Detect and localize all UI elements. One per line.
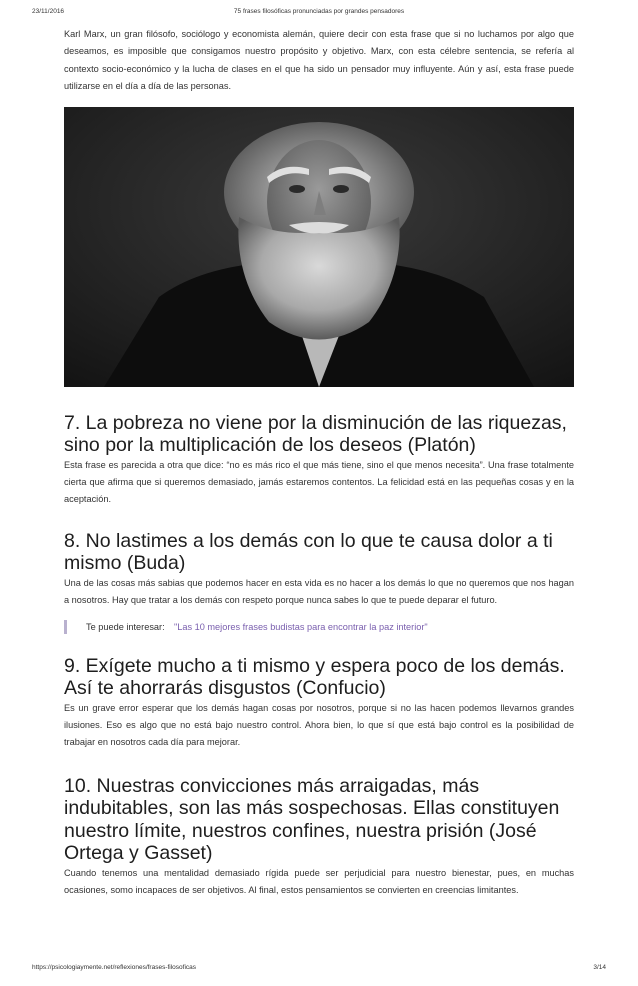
intro-paragraph: Karl Marx, un gran filósofo, sociólogo y economista alemán, quiere decir con esta frase que si no luchamos por algo que deseamos, es imposible que consigamos nuestro propósito y objetivo. Marx, con esta célebre sentencia, se refería al contexto socio-económico y la lucha de clases en el que ha sido un pensador muy influyente. Aún y así, esta frase puede utilizarse en el día a día de las personas. bbox=[64, 29, 574, 92]
related-article-link[interactable]: "Las 10 mejores frases budistas para encontrar la paz interior" bbox=[174, 621, 428, 632]
portrait-photo bbox=[64, 107, 574, 387]
related-label: Te puede interesar: bbox=[86, 621, 165, 632]
section-9-heading: 9. Exígete mucho a ti mismo y espera poco de los demás. Así te ahorrarás disgustos (Confucio) bbox=[64, 654, 565, 700]
section-10-paragraph: Cuando tenemos una mentalidad demasiado rígida puede ser perjudicial para nuestro bienestar, pues, en muchas ocasiones, somo incapaces de ser objetivos. Al final, estos pensamientos se convierten en creencias limitantes. bbox=[64, 867, 574, 896]
section-8-paragraph: Una de las cosas más sabias que podemos hacer en esta vida es no hacer a los demás lo que no queremos que nos hagan a nosotros. Hay que tratar a los demás con respeto porque nunca sabes lo que te puede deparar el futuro. bbox=[64, 577, 574, 606]
section-8-heading: 8. No lastimes a los demás con lo que te causa dolor a ti mismo (Buda) bbox=[64, 529, 553, 575]
article-content bbox=[64, 26, 574, 900]
print-footer bbox=[0, 964, 638, 976]
print-header bbox=[0, 8, 638, 20]
section-9-paragraph: Es un grave error esperar que los demás hagan cosas por nosotros, porque si no las hacen podemos llevarnos grandes ilusiones. Eso es algo que no está bajo nuestro control. Ahora bien, lo que sí que está bajo control es la posibilidad de trabajar en nosotros cada día para mejorar. bbox=[64, 702, 574, 748]
related-article-callout bbox=[64, 620, 574, 634]
quote-bar bbox=[64, 620, 67, 634]
page-number: 3/14 bbox=[593, 964, 606, 971]
print-url: https://psicologiaymente.net/reflexiones/frases-filosoficas bbox=[32, 964, 197, 971]
section-7-paragraph: Esta frase es parecida a otra que dice: “no es más rico el que más tiene, sino el que menos necesita”. Una frase totalmente cierta que afirma que si queremos demasiado, jamás estaremos contentos. La felicidad está en las pequeñas cosas y en la aceptación. bbox=[64, 459, 574, 505]
print-date: 23/11/2016 bbox=[32, 8, 65, 15]
section-10-heading: 10. Nuestras convicciones más arraigadas, más indubitables, son las más sospechosas. Ellas constituyen nuestro límite, nuestros confines, nuestra prisión (José Ortega y Gasset) bbox=[64, 774, 560, 865]
print-page-title: 75 frases filosóficas pronunciadas por grandes pensadores bbox=[233, 8, 405, 15]
section-7-heading: 7. La pobreza no viene por la disminución de las riquezas, sino por la multiplicación de los deseos (Platón) bbox=[64, 411, 567, 457]
